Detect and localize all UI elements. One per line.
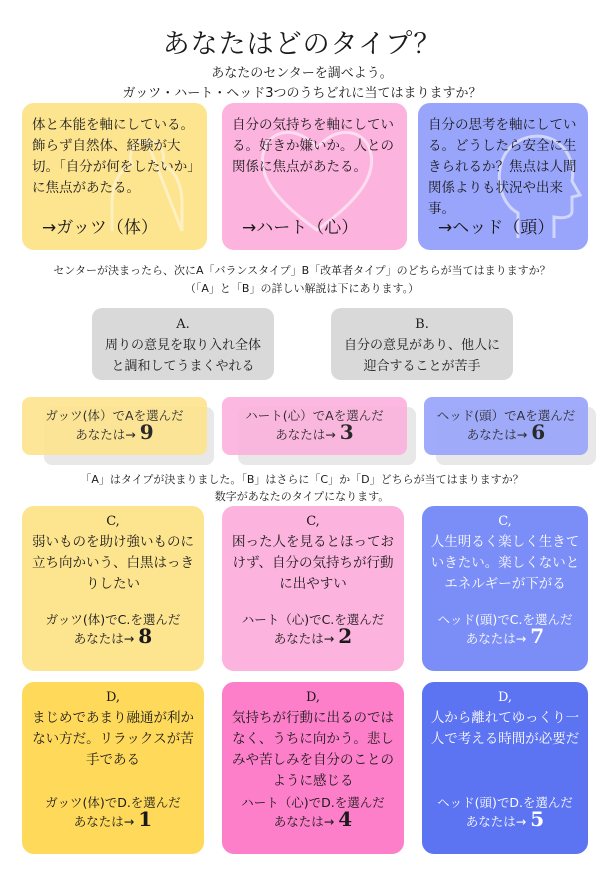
c-foot-heart-line2: あなたは→ bbox=[273, 631, 335, 646]
d-text-head: 人から離れてゆっくり一人で考える時間が必要だ bbox=[430, 710, 580, 747]
d-foot-heart-line1: ハート（心)でD.を選んだ bbox=[241, 795, 385, 810]
center-result-guts: →ガッツ（体） bbox=[42, 218, 158, 238]
d-letter: D, bbox=[305, 690, 321, 705]
c-card-head bbox=[422, 506, 588, 671]
option-a-text: 周りの意見を取り入れ全体と調和してうまくやれる bbox=[104, 338, 261, 374]
d-foot-heart-line2: あなたは→ bbox=[273, 814, 335, 829]
d-text-guts: まじめであまり融通が利かない方だ。リラックスが苦手である bbox=[32, 710, 194, 768]
c-text-heart: 困った人を見るとほっておけず、自分の気持ちが行動に出やすい bbox=[232, 534, 394, 592]
option-a-letter: A. bbox=[176, 317, 190, 332]
d-card-guts bbox=[22, 682, 204, 854]
a-result-guts-line2: あなたは→ bbox=[75, 427, 136, 442]
c-card-guts bbox=[22, 506, 204, 671]
a-result-head bbox=[424, 397, 588, 455]
a-result-heart-line2: あなたは→ bbox=[275, 427, 336, 442]
d-card-head bbox=[422, 682, 588, 854]
c-letter: C, bbox=[306, 514, 320, 529]
c-heart-num: 2 bbox=[338, 624, 353, 648]
center-result-heart: →ハート（心） bbox=[242, 218, 359, 238]
subtitle-2: ガッツ・ハート・ヘッド3つのうちどれに当てはまりますか？ bbox=[122, 86, 482, 101]
question2-line1: センターが決まったら、次にA「バランスタイプ」B「改革者タイプ」のどちらが当てはまりますか？ bbox=[53, 264, 551, 277]
a-result-heart-num: 3 bbox=[339, 420, 354, 444]
c-letter: C, bbox=[498, 514, 512, 529]
a-result-head-line1: ヘッド(頭）でAを選んだ bbox=[436, 408, 576, 423]
c-text-head: 人生明るく楽しく生きていきたい。楽しくないとエネルギーが下がる bbox=[430, 534, 580, 592]
center-card-guts bbox=[22, 103, 207, 250]
question3-line2: 数字があなたのタイプになります。 bbox=[214, 490, 390, 503]
d-foot-guts-line2: あなたは→ bbox=[73, 814, 135, 829]
a-result-guts-line1: ガッツ(体）でAを選んだ bbox=[45, 408, 184, 423]
center-text-guts: 体と本能を軸にしている。飾らず自然体、経験が大切。「自分が何をしたいか」に焦点があたる。 bbox=[32, 117, 194, 196]
a-result-head-num: 6 bbox=[531, 420, 546, 444]
d-foot-head-line2: あなたは→ bbox=[465, 814, 527, 829]
question3-line1: 「A」はタイプが決まりました。「B」はさらに「C」か「D」どちらが当てはまりますか？ bbox=[80, 473, 524, 486]
option-b-text: 自分の意見があり、他人に迎合することが苦手 bbox=[343, 338, 500, 374]
d-text-heart: 気持ちが行動に出るのではなく、うちに向かう。悲しみや苦しみを自分のことのように感じる bbox=[232, 710, 394, 789]
d-letter: D, bbox=[497, 690, 513, 705]
a-result-heart-line1: ハート(心）でAを選んだ bbox=[245, 408, 384, 423]
a-result-heart bbox=[222, 397, 407, 455]
c-foot-guts-line1: ガッツ(体)でC.を選んだ bbox=[45, 612, 181, 627]
question2-line2: （「A」と「B」の詳しい解説は下にあります。） bbox=[184, 282, 420, 295]
c-foot-guts-line2: あなたは→ bbox=[73, 631, 135, 646]
center-card-head bbox=[418, 103, 588, 250]
d-foot-guts-line1: ガッツ(体)でD.を選んだ bbox=[45, 795, 181, 810]
d-foot-head-line1: ヘッド(頭)でD.を選んだ bbox=[437, 795, 573, 810]
c-head-num: 7 bbox=[530, 624, 545, 648]
center-card-heart bbox=[222, 103, 407, 250]
center-text-head: 自分の思考を軸にしている。どうしたら安全に生きられるか？焦点は人間関係よりも状況や出来事。 bbox=[428, 117, 577, 217]
option-a-box bbox=[92, 308, 274, 380]
option-b-box bbox=[331, 308, 513, 380]
option-b-letter: B. bbox=[415, 317, 429, 332]
c-foot-head-line1: ヘッド(頭)でC.を選んだ bbox=[437, 612, 573, 627]
d-card-heart bbox=[222, 682, 404, 854]
a-result-head-line2: あなたは→ bbox=[466, 427, 528, 442]
a-result-guts bbox=[22, 397, 207, 455]
d-heart-num: 4 bbox=[338, 807, 353, 831]
center-result-head: →ヘッド（頭） bbox=[438, 218, 555, 238]
c-letter: C, bbox=[106, 514, 120, 529]
d-head-num: 5 bbox=[530, 807, 545, 831]
d-guts-num: 1 bbox=[138, 807, 153, 831]
c-text-guts: 弱いものを助け強いものに立ち向かいう、白黒はっきりしたい bbox=[32, 534, 194, 592]
d-letter: D, bbox=[105, 690, 121, 705]
c-foot-heart-line1: ハート（心)でC.を選んだ bbox=[241, 612, 385, 627]
subtitle-1: あなたのセンターを調べよう。 bbox=[211, 66, 393, 81]
c-guts-num: 8 bbox=[138, 624, 153, 648]
c-foot-head-line2: あなたは→ bbox=[465, 631, 527, 646]
page-title: あなたはどのタイプ？ bbox=[162, 29, 442, 60]
c-card-heart bbox=[222, 506, 404, 671]
a-result-guts-num: 9 bbox=[139, 420, 154, 444]
center-text-heart: 自分の気持ちを軸にしている。好きか嫌いか。人との関係に焦点があたる。 bbox=[232, 117, 394, 175]
